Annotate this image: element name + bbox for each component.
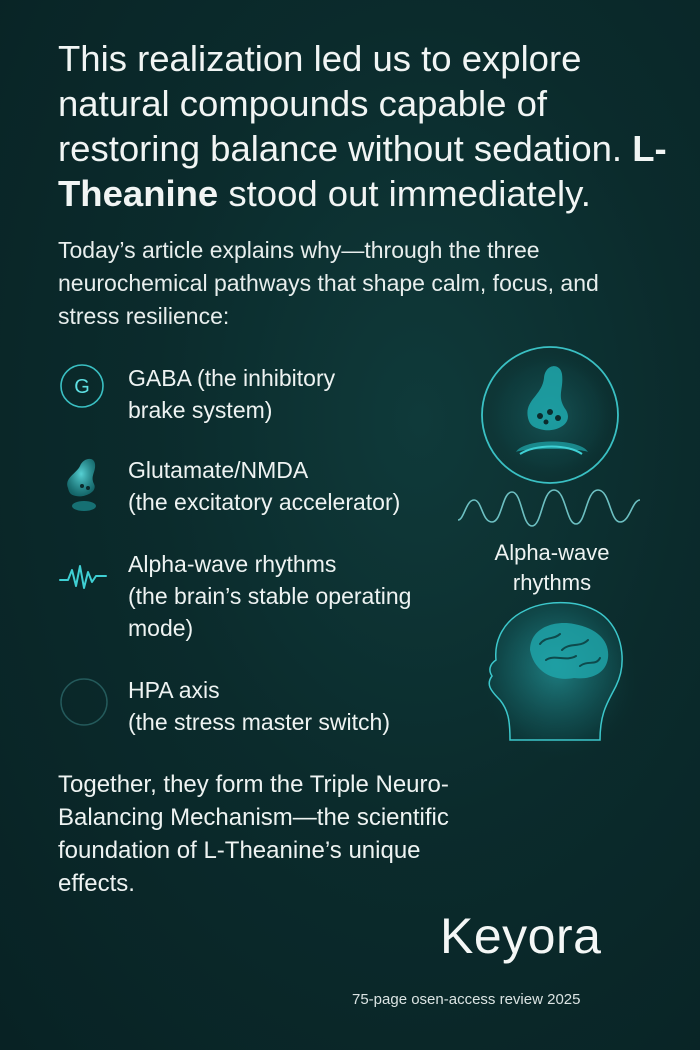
alpha-wave-label: Alpha-wave rhythms xyxy=(494,540,610,595)
pathway-title: Glutamate/NMDA xyxy=(128,457,309,483)
gaba-icon-letter: G xyxy=(74,376,90,398)
pathway-title: Alpha-wave rhythms xyxy=(128,551,337,577)
pathway-subtitle: (the brain’s stable operating mode) xyxy=(128,583,412,641)
brand-logo: Keyora xyxy=(440,908,602,964)
pathway-subtitle: (the excitatory accelerator) xyxy=(128,489,401,515)
conclusion-text: Together, they form the Triple Neuro-Balancing Mechanism—the scientific foundation of L-Theanine’s unique effects. xyxy=(58,771,449,897)
gaba-g-icon xyxy=(58,362,106,415)
intro-text: Today’s article explains why—through the three neurochemical pathways that shape calm, focus, and stress resilience: xyxy=(58,237,599,329)
alpha-wave-icon xyxy=(458,490,640,526)
headline-text: This realization led us to explore natural compounds capable of restoring balance without sedation. xyxy=(58,38,623,169)
pathway-title: HPA axis xyxy=(128,677,220,703)
brain-head-icon xyxy=(478,598,642,760)
synapse-circle-icon xyxy=(480,345,620,485)
headline xyxy=(58,36,668,216)
synapse-icon xyxy=(58,454,108,521)
wave-icon xyxy=(58,548,108,603)
headline-tail: stood out immediately. xyxy=(218,173,591,214)
pathway-title: GABA (the inhibitory xyxy=(128,365,336,391)
pathway-subtitle: (the stress master switch) xyxy=(128,709,390,735)
circle-icon xyxy=(58,674,110,731)
footnote: 75-page osen-access review 2025 xyxy=(352,991,581,1008)
headline-emphasis: L-Theanine xyxy=(58,128,667,214)
pathway-subtitle: brake system) xyxy=(128,397,273,423)
